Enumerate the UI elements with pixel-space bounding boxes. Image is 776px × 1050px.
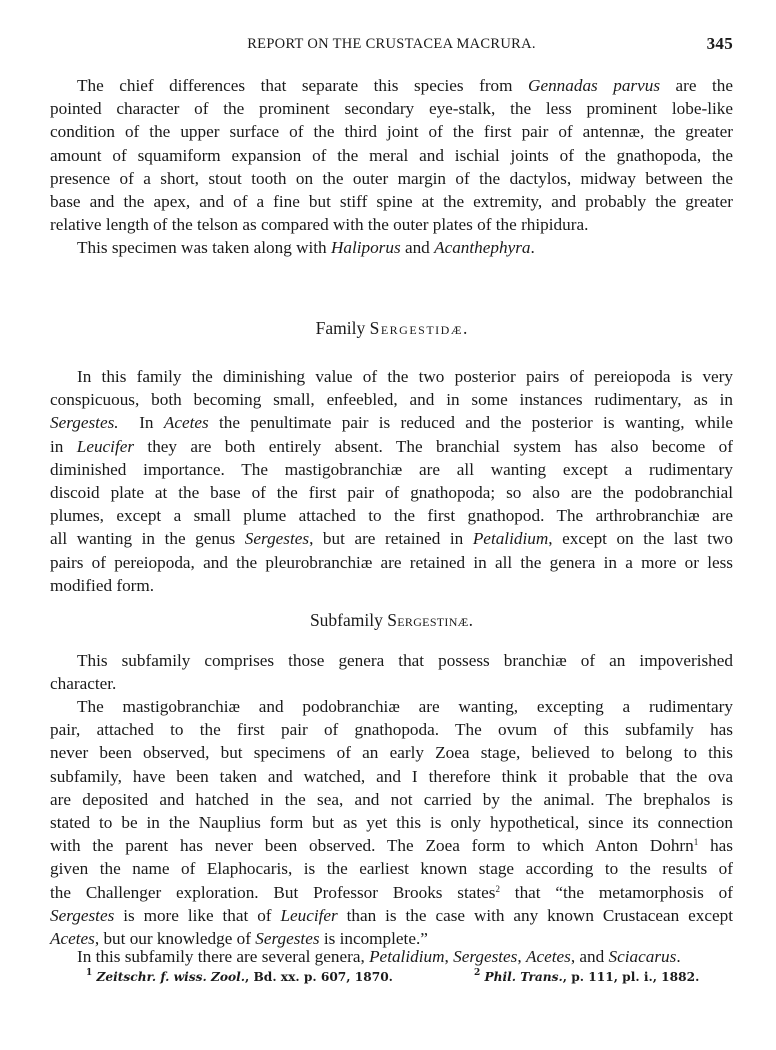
text-line: subfamily, have been taken and watched, and I therefore think it probable that the ova: [50, 766, 733, 786]
text-line: In this subfamily there are several genera, Petalidium, Sergestes, Acetes, and Sciacarus.: [77, 947, 681, 966]
text-line: This specimen was taken along with Haliporus and Acanthephyra.: [77, 238, 535, 257]
text-line: relative length of the telson as compared with the outer plates of the rhipidura.: [50, 215, 589, 235]
text-line: plumes, except a small plume attached to the first gnathopod. The arthrobranchiæ are: [50, 506, 733, 526]
taxon-name: Haliporus: [330, 238, 401, 257]
page-number: 345: [706, 34, 733, 53]
text-line: are deposited and hatched in the sea, and not carried by the animal. The brephalos is: [50, 789, 733, 809]
running-title: REPORT ON THE CRUSTACEA MACRURA.: [247, 36, 536, 52]
paragraph-family-description: [50, 365, 733, 597]
text-line: presence of a short, stout tooth on the outer margin of the dactylos, midway between the: [50, 168, 733, 188]
paragraph-genera-list: [50, 945, 733, 968]
text-line: stated to be in the Nauplius form but as yet this is only hypothetical, since its connection: [50, 813, 733, 833]
footnote-2: $^2$ Phil. Trans., p. 111, pl. i., 1882.: [474, 968, 700, 984]
text-line: conspicuous, both becoming small, enfeebled, and in some instances rudimentary, as in: [50, 390, 733, 410]
text-line: with the parent has never been observed. The Zoea form to which Anton Dohrn$^1$ has: [50, 836, 733, 856]
taxon-name: Gennadas parvus: [528, 76, 661, 95]
text-line: never been observed, but specimens of an early Zoea stage, believed to belong to this: [50, 743, 733, 763]
text-line: condition of the upper surface of the third joint of the first pair of antennæ, the greater: [50, 122, 733, 142]
text-line: pair, attached to the first pair of gnathopoda. The ovum of this subfamily has: [50, 720, 733, 740]
text-line: diminished importance. The mastigobranchiæ are all wanting except a rudimentary: [50, 459, 733, 479]
family-heading: Family Sergestidæ.: [315, 318, 468, 338]
text-line: modified form.: [50, 575, 155, 595]
text-line: Sergestes. In Acetes the penultimate pair is reduced and the posterior is wanting, while: [50, 413, 733, 433]
text-line: This subfamily comprises those genera that possess branchiæ of an impoverished: [77, 651, 733, 670]
text-line: The mastigobranchiæ and podobranchiæ are wanting, excepting a rudimentary: [77, 697, 733, 716]
footnote-1: $^1$ Zeitschr. f. wiss. Zool., Bd. xx. p. 607, 1870.: [86, 968, 393, 984]
footnote-ref[interactable]: 1: [693, 837, 699, 848]
taxon-name: Acanthephyra: [434, 238, 531, 257]
paragraph-specimen-note: [50, 236, 733, 259]
text-line: In this family the diminishing value of the two posterior pairs of pereiopoda is very: [77, 367, 733, 386]
text-line: given the name of Elaphocaris, is the earliest known stage according to the results of: [50, 859, 733, 879]
footnotes: [50, 970, 733, 990]
text-line: pairs of pereiopoda, and the pleurobranchiæ are retained in all the genera in a more or less: [50, 552, 733, 572]
footnote-ref[interactable]: 2: [495, 883, 500, 894]
text-line: character.: [50, 674, 117, 694]
text-line: pointed character of the prominent secondary eye-stalk, the less prominent lobe-like: [50, 99, 733, 119]
text-line: the Challenger exploration. But Professor Brooks states$^2$ that “the metamorphosis of: [50, 882, 733, 902]
text-line: Sergestes is more like that of Leucifer than is the case with any known Crustacean except: [50, 905, 733, 925]
paragraph-subfamily-development: [50, 695, 733, 950]
text-line: discoid plate at the base of the first pair of gnathopoda; so also are the podobranchial: [50, 483, 733, 503]
text-line: amount of squamiform expansion of the meral and ischial joints of the gnathopoda, the: [50, 145, 733, 165]
text-line: all wanting in the genus Sergestes, but are retained in Petalidium, except on the last two: [50, 529, 733, 549]
text-line: Acetes, but our knowledge of Sergestes is incomplete.”: [50, 929, 428, 949]
text-line: base and the apex, and of a fine but stiff spine at the extremity, and probably the greater: [50, 192, 733, 212]
paragraph-subfamily-intro: [50, 649, 733, 695]
running-header: [50, 36, 733, 60]
subfamily-heading: Subfamily Sergestinæ.: [309, 610, 474, 630]
text-line: The chief differences that separate this species from Gennadas parvus are the: [77, 76, 733, 95]
text-line: in Leucifer they are both entirely absent. The branchial system has also become of: [50, 436, 734, 456]
paragraph-species-differences: [50, 74, 733, 236]
